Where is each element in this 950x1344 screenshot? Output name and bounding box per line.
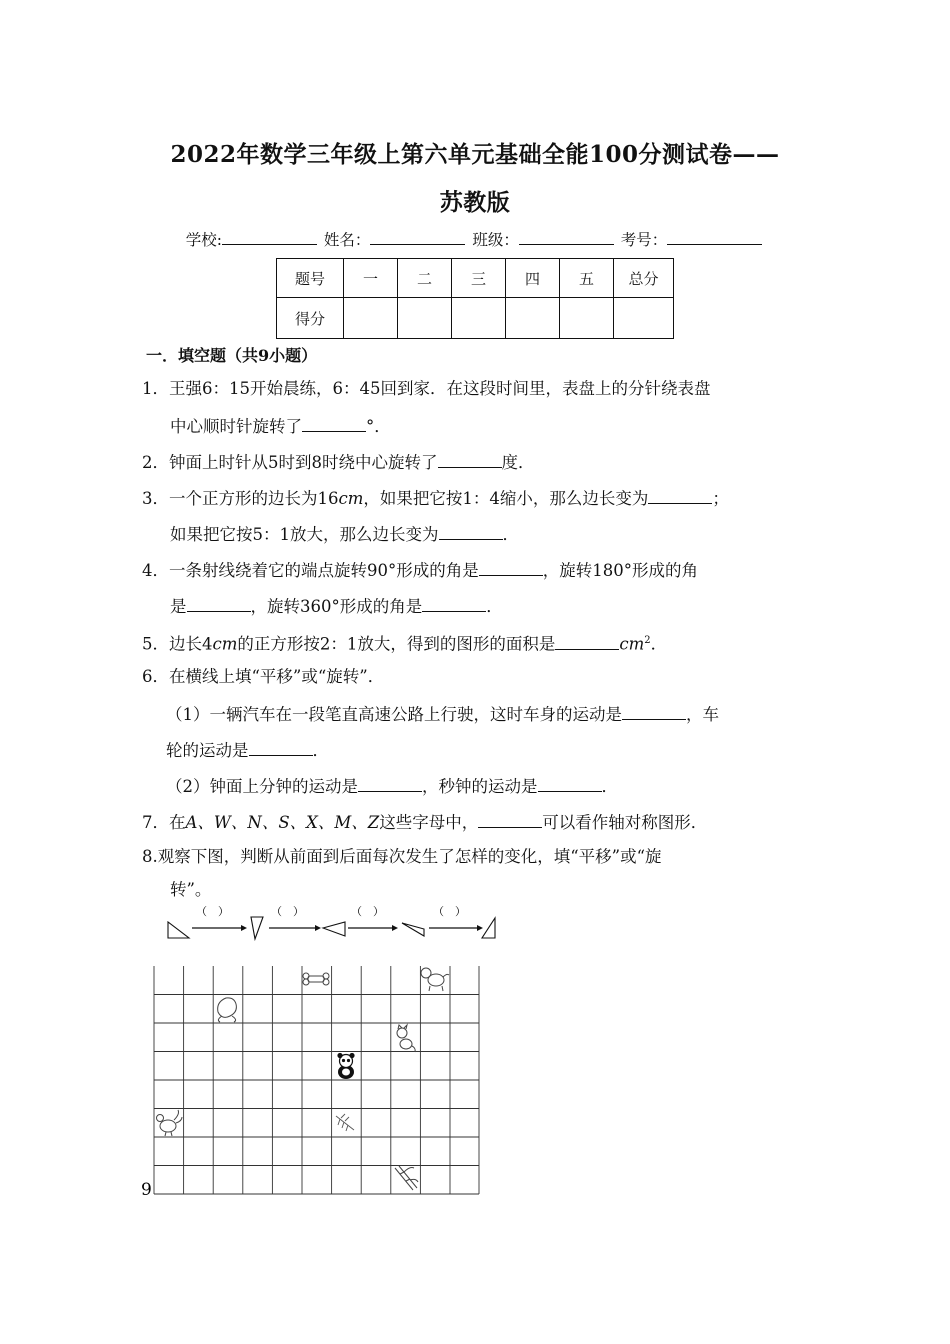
score-cell[interactable] [614,298,674,339]
q8-triangle-figure [165,902,505,944]
q6-2-text-mid: ，秒钟的运动是 [422,777,538,796]
student-info-line [0,228,950,250]
score-cell[interactable] [398,298,452,339]
question-4-line1 [142,559,698,581]
score-cell[interactable] [452,298,506,339]
question-7 [142,811,707,833]
q2-text: 2．钟面上时针从5时到8时绕中心旋转了 [142,453,438,472]
q7-letters: A、W、N、S、X、M、Z [185,813,380,832]
score-row-label: 得分 [277,298,344,339]
score-header-cell: 五 [560,259,614,298]
bamboo-icon [395,1166,418,1190]
score-header-cell: 三 [452,259,506,298]
q5-unit-2: cm [619,634,645,654]
cat-icon [397,1025,415,1052]
q6-1-text: （1）一辆汽车在一段笔直高速公路上行驶，这时车身的运动是 [166,705,622,724]
class-blank[interactable] [519,230,614,245]
q5-text-mid: 的正方形按2：1放大，得到的图形的面积是 [237,634,556,654]
score-header-cell: 四 [506,259,560,298]
q3-answer-blank-1[interactable] [648,487,712,504]
q3-answer-blank-2[interactable] [439,523,503,540]
name-blank[interactable] [370,230,465,245]
q4-text-mid: ，旋转180°形成的角 [542,561,698,580]
exam-no-label: 考号： [620,231,668,249]
q5-unit: cm [212,634,238,654]
q3-text-2: 如果把它按5：1放大，那么边长变为 [170,525,439,544]
question-3-line2 [170,523,519,545]
q3-text-2-end: ． [502,525,519,544]
q6-1-text-2: 轮的运动是 [166,741,249,760]
q7-text: 7．在 [142,813,186,832]
q5-unit-exponent: 2 [644,635,651,646]
arrow-2 [269,905,321,931]
q1-text: 中心顺时针旋转了 [170,417,302,436]
q1-answer-blank[interactable] [302,415,366,432]
triangle-2-icon [251,917,263,939]
q5-text-end: ． [650,634,668,654]
q3-text-mid: ，如果把它按1：4缩小，那么边长变为 [363,489,649,508]
triangle-5-icon [482,918,495,938]
arrow-1 [192,905,247,931]
score-header-cell: 题号 [277,259,344,298]
q6-1-answer-blank-2[interactable] [249,739,313,756]
score-table-header-row [277,259,674,298]
dog-icon [421,968,449,991]
panda-icon [337,1053,354,1079]
q2-text-end: 度． [501,453,535,472]
class-label: 班级： [472,231,519,249]
q5-answer-blank[interactable] [555,633,619,650]
q6-2-text: （2）钟面上分钟的运动是 [166,777,358,796]
q1-text-end: °． [366,417,391,436]
name-label: 姓名： [323,231,371,249]
q5-text: 5．边长4 [142,634,213,654]
q4-answer-blank-2[interactable] [187,595,251,612]
question-1-line2 [170,415,391,437]
question-9-number: 9 [141,1180,152,1200]
question-1-line1: 1．王强6：15开始晨练，6：45回到家．在这段时间里，表盘上的分针绕表盘 [142,379,711,398]
q3-text: 3．一个正方形的边长为16 [142,489,339,508]
exam-title-line2: 苏教版 [439,189,511,216]
exam-title-line1: 2022年数学三年级上第六单元基础全能100分测试卷—— [170,141,780,168]
arrow-3 [348,905,398,931]
arrow-3-label: （ ） [351,905,384,918]
q4-text-2-end: ． [486,597,503,616]
q6-2-answer-blank-2[interactable] [538,775,602,792]
score-cell[interactable] [560,298,614,339]
question-2 [142,451,535,473]
score-header-cell: 二 [398,259,452,298]
question-8-line2: 转”。 [170,880,212,899]
score-header-cell: 一 [344,259,398,298]
q9-grid-figure [140,960,485,1200]
q4-text-2-mid: ，旋转360°形成的角是 [250,597,423,616]
arrow-1-label: （ ） [196,905,229,918]
q2-answer-blank[interactable] [438,451,502,468]
peach-icon [218,998,237,1022]
q4-text-2: 是 [170,597,187,616]
question-6-1-line2 [166,739,329,761]
score-cell[interactable] [344,298,398,339]
score-header-cell: 总分 [614,259,674,298]
school-blank[interactable] [222,230,317,245]
arrow-4-label: （ ） [433,905,466,918]
q3-text-end: ； [712,489,729,508]
question-6-1-line1 [166,703,719,725]
bone-icon [303,973,329,985]
q4-answer-blank-1[interactable] [479,559,543,576]
score-table-score-row [277,298,674,339]
score-table [276,258,674,339]
question-8-line1: 8.观察下图，判断从前面到后面每次发生了怎样的变化，填“平移”或“旋 [142,847,662,866]
q7-text-mid: 这些字母中， [379,813,479,832]
triangle-3-icon [323,922,345,936]
fishbone-icon [336,1114,354,1131]
q4-text: 4．一条射线绕着它的端点旋转90°形成的角是 [142,561,479,580]
q6-1-text-end: ，车 [686,705,719,724]
score-cell[interactable] [506,298,560,339]
q7-text-end: 可以看作轴对称图形． [542,813,708,832]
q6-2-answer-blank-1[interactable] [358,775,422,792]
q3-unit: cm [338,489,364,508]
arrow-2-label: （ ） [271,905,304,918]
section-heading: 一．填空题（共9小题） [146,346,318,365]
rooster-icon [157,1110,183,1136]
q6-2-text-end: ． [601,777,618,796]
question-6: 6．在横线上填“平移”或“旋转”． [142,667,385,686]
q7-answer-blank[interactable] [478,811,542,828]
exam-no-blank[interactable] [667,230,762,245]
q4-answer-blank-3[interactable] [422,595,486,612]
triangle-1-icon [168,922,189,938]
question-3-line1 [142,487,729,509]
grid-lines [154,966,479,1194]
question-4-line2 [170,595,503,617]
question-5 [142,631,667,655]
school-label: 学校: [185,231,222,249]
question-6-2 [166,775,618,797]
triangle-4-icon [402,923,424,936]
arrow-4 [429,905,483,931]
q6-1-answer-blank-1[interactable] [622,703,686,720]
q6-1-text-2-end: ． [312,741,329,760]
